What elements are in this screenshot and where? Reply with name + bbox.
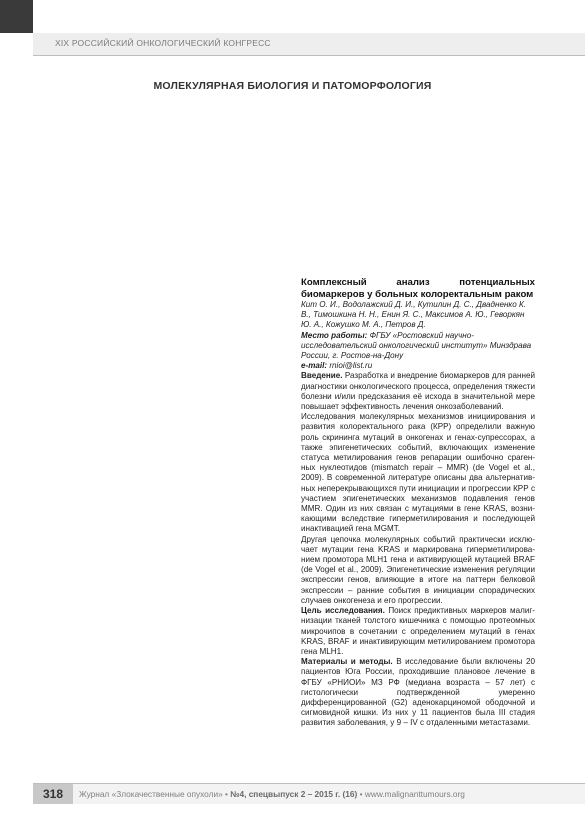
page-number: 318 bbox=[33, 784, 73, 804]
aim-paragraph bbox=[301, 606, 535, 657]
article-authors: Кит О. И., Водолажский Д. И., Кутилин Д. С., Двадненко К. В., Тимошкина Н. Н., Енин Я. С., Максимов А. Ю., Геворкян Ю. А., Кожушко М. А., Петров Д. bbox=[301, 300, 527, 330]
article-email bbox=[301, 361, 535, 371]
intro-paragraph bbox=[301, 371, 535, 412]
page-footer bbox=[33, 783, 585, 804]
issue-info: №4, спецвыпуск 2 – 2015 г. (16) bbox=[230, 789, 358, 799]
body-paragraph-1: Исследования молекулярных механизмов инициирования и развития колоректального рака (КРР) определили важную роль скрининга мутаций в онкогенах и генах-супрессорах, а также эпигенетических событий, включающих изменение статуса метилирования генов репарации ошибочно сparенных нуклеотидов (mismatch repair – MMR) (de Vogel et al., 2009). В современной литературе описаны два альтернативных неперекрывающихся пути инициации и прогрессии КРР с участием эпигенетических механизмов подавления генов MMR. Один из них связан с мутациями в гене KRAS, возникающими вследствие гиперметилирования и последующей инактивацией гена MGMT. bbox=[301, 412, 535, 534]
affiliation-label: Место работы: bbox=[301, 330, 368, 340]
journal-name: Журнал «Злокачественные опухоли» • bbox=[79, 789, 228, 799]
email-address[interactable]: rnioi@list.ru bbox=[329, 361, 373, 371]
section-title: МОЛЕКУЛЯРНАЯ БИОЛОГИЯ И ПАТОМОРФОЛОГИЯ bbox=[153, 80, 432, 92]
article-title: Комплексный анализ потенциальных биомаркеров у больных колоректальным раком bbox=[301, 277, 535, 300]
body-paragraph-2: Другая цепочка молекулярных событий практически исключает мутации гена KRAS и маркирована гиперметилированием промотора MLH1 гена и активирующей мутацией BRAF (de Vogel et al., 2009). Эпигенетические изменения регуляции экспрессии генов, влияющие в итоге на паттерн белковой экспрессии – ранние события в инициации спорадических случаев онкогенеза и его прогрессии. bbox=[301, 534, 535, 605]
affiliation-text: ФГБУ «Ростовский научно-исследовательский онкологический институт» Минздрава России, г. Ростов-на-Дону bbox=[301, 330, 532, 361]
corner-block bbox=[0, 0, 33, 33]
methods-paragraph bbox=[301, 657, 535, 728]
email-label: e-mail: bbox=[301, 361, 328, 371]
journal-website[interactable]: www.malignanttumours.org bbox=[364, 789, 465, 799]
article-affiliation bbox=[301, 331, 535, 362]
intro-text: Разработка и внедрение биомаркеров для ранней диагностики онкологического процесса, определения тяжести болезни и/или предсказания её исхода в значительной мере повышает эффективность лечения онкозаболеваний. bbox=[301, 371, 536, 412]
aim-label: Цель исследования. bbox=[301, 606, 385, 616]
intro-label: Введение. bbox=[301, 371, 343, 381]
aim-text: Поиск предиктивных маркеров малигнизации тканей толстого кишечника с помощью протеомных микрочипов в сочетании с определением мутаций в генах KRAS, BRAF и инактивирующим метилированием промотора гена MLH1. bbox=[301, 606, 535, 656]
congress-title: XIX РОССИЙСКИЙ ОНКОЛОГИЧЕСКИЙ КОНГРЕСС bbox=[55, 38, 271, 48]
footer-separator: • bbox=[359, 789, 363, 799]
article bbox=[301, 277, 535, 729]
methods-label: Материалы и методы. bbox=[301, 657, 393, 667]
footer-text bbox=[79, 789, 465, 799]
running-header bbox=[33, 33, 585, 56]
methods-text: В исследование были включены 20 пациентов Юга России, проходившие плановое лечение в ФГБУ «РНИОИ» МЗ РФ (медиана возраста – 57 лет) с гистологически подтвержденной умеренно дифференцированной (G2) аденокарциномой ободочной и сигмовидной кишки. Из них у 11 пациентов была III стадия развития заболевания, у 9 – IV с отдаленными метастазами. bbox=[301, 657, 536, 728]
